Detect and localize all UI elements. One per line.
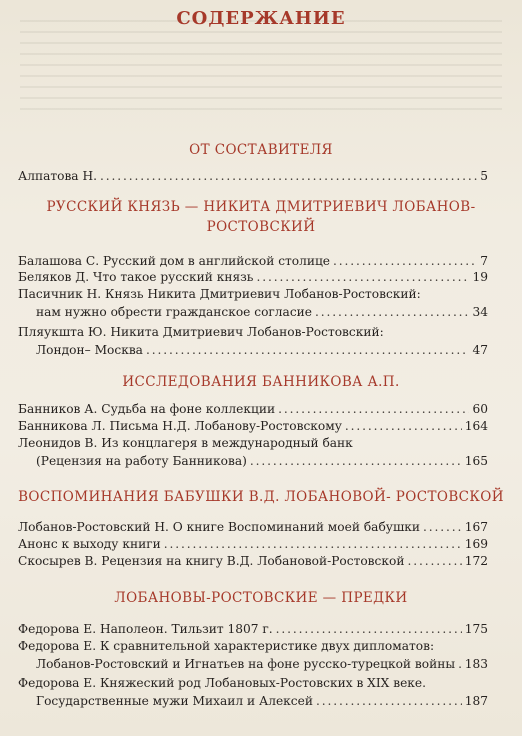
toc-entry[interactable] [18,518,488,536]
entry-text: Пасичник Н. Князь Никита Дмитриевич Лобанов-Ростовский: [18,287,421,301]
page-number: 5 [480,169,488,183]
entry-text: Федорова Е. К сравнительной характеристике двух дипломатов: [18,639,435,653]
toc-entry[interactable] [18,434,488,470]
entry-text: Скосырев В. Рецензия на книгу В.Д. Лобановой-Ростовской [18,554,405,568]
page-number: 34 [472,305,488,319]
page-number: 169 [464,537,488,551]
leader-dots [423,518,462,536]
section-heading-russian-prince: РУССКИЙ КНЯЗЬ — НИКИТА ДМИТРИЕВИЧ ЛОБАНОВ- [46,199,476,215]
section-heading-bannikov-research: ИССЛЕДОВАНИЯ БАННИКОВА А.П. [122,374,400,390]
section-heading-russian-prince-line2: РОСТОВСКИЙ [206,219,316,235]
toc-entry[interactable] [18,535,488,553]
leader-dots [458,655,462,673]
leader-dots [276,620,462,638]
entry-text-continued: Государственные мужи Михаил и Алексей [36,694,313,708]
leader-dots [250,452,462,470]
toc-entry[interactable] [18,323,488,359]
toc-entry[interactable] [18,400,488,418]
entry-text: Балашова С. Русский дом в английской столице [18,254,331,268]
leader-dots [316,692,462,710]
entry-text: Федорова Е. Наполеон. Тильзит 1807 г. [18,622,273,636]
leader-dots [100,167,477,185]
page-number: 172 [464,554,488,568]
entry-text-continued: Лондон– Москва [36,343,143,357]
page-number: 19 [472,270,488,284]
toc-entry[interactable] [18,285,488,321]
toc-entry[interactable] [18,637,488,673]
toc-entry[interactable] [18,417,488,435]
entry-text-continued: нам нужно обрести гражданское согласие [36,305,312,319]
page-number: 187 [464,694,488,708]
toc-entry[interactable] [18,268,488,286]
leader-dots [315,303,470,321]
section-heading-ancestors: ЛОБАНОВЫ-РОСТОВСКИЕ — ПРЕДКИ [114,590,408,606]
leader-dots [345,417,462,435]
entry-text: Анонс к выходу книги [18,537,161,551]
toc-entry[interactable] [18,674,488,710]
section-heading-from-compiler: ОТ СОСТАВИТЕЛЯ [189,142,333,158]
leader-dots [146,341,470,359]
entry-text: Банников А. Судьба на фоне коллекции [18,402,276,416]
entry-text: Федорова Е. Княжеский род Лобановых-Ростовских в XIX веке. [18,676,427,690]
page-title: СОДЕРЖАНИЕ [176,8,346,29]
page-number: 175 [464,622,488,636]
page-number: 164 [464,419,488,433]
page-number: 167 [464,520,488,534]
entry-text-continued: (Рецензия на работу Банникова) [36,454,247,468]
entry-text: Банникова Л. Письма Н.Д. Лобанову-Ростовскому [18,419,342,433]
leader-dots [164,535,462,553]
entry-text-continued: Лобанов-Ростовский и Игнатьев на фоне русско-турецкой войны [36,657,456,671]
page-number: 165 [464,454,488,468]
page-number: 183 [464,657,488,671]
page-number: 7 [480,254,488,268]
leader-dots [407,552,461,570]
entry-text: Леонидов В. Из концлагеря в международный банк [18,436,353,450]
leader-dots [278,400,469,418]
toc-entry[interactable] [18,620,488,638]
entry-text: Алпатова Н. [18,169,97,183]
bleed-through-text [20,20,502,110]
section-heading-grandmother-memoirs: ВОСПОМИНАНИЯ БАБУШКИ В.Д. ЛОБАНОВОЙ- РОСТОВСКОЙ [18,489,504,505]
entry-text: Беляков Д. Что такое русский князь [18,270,254,284]
toc-entry[interactable] [18,167,488,185]
entry-text: Пляукшта Ю. Никита Дмитриевич Лобанов-Ростовский: [18,325,384,339]
entry-text: Лобанов-Ростовский Н. О книге Воспоминаний моей бабушки [18,520,421,534]
toc-entry[interactable] [18,552,488,570]
page-number: 60 [472,402,488,416]
page-number: 47 [472,343,488,357]
leader-dots [256,268,469,286]
